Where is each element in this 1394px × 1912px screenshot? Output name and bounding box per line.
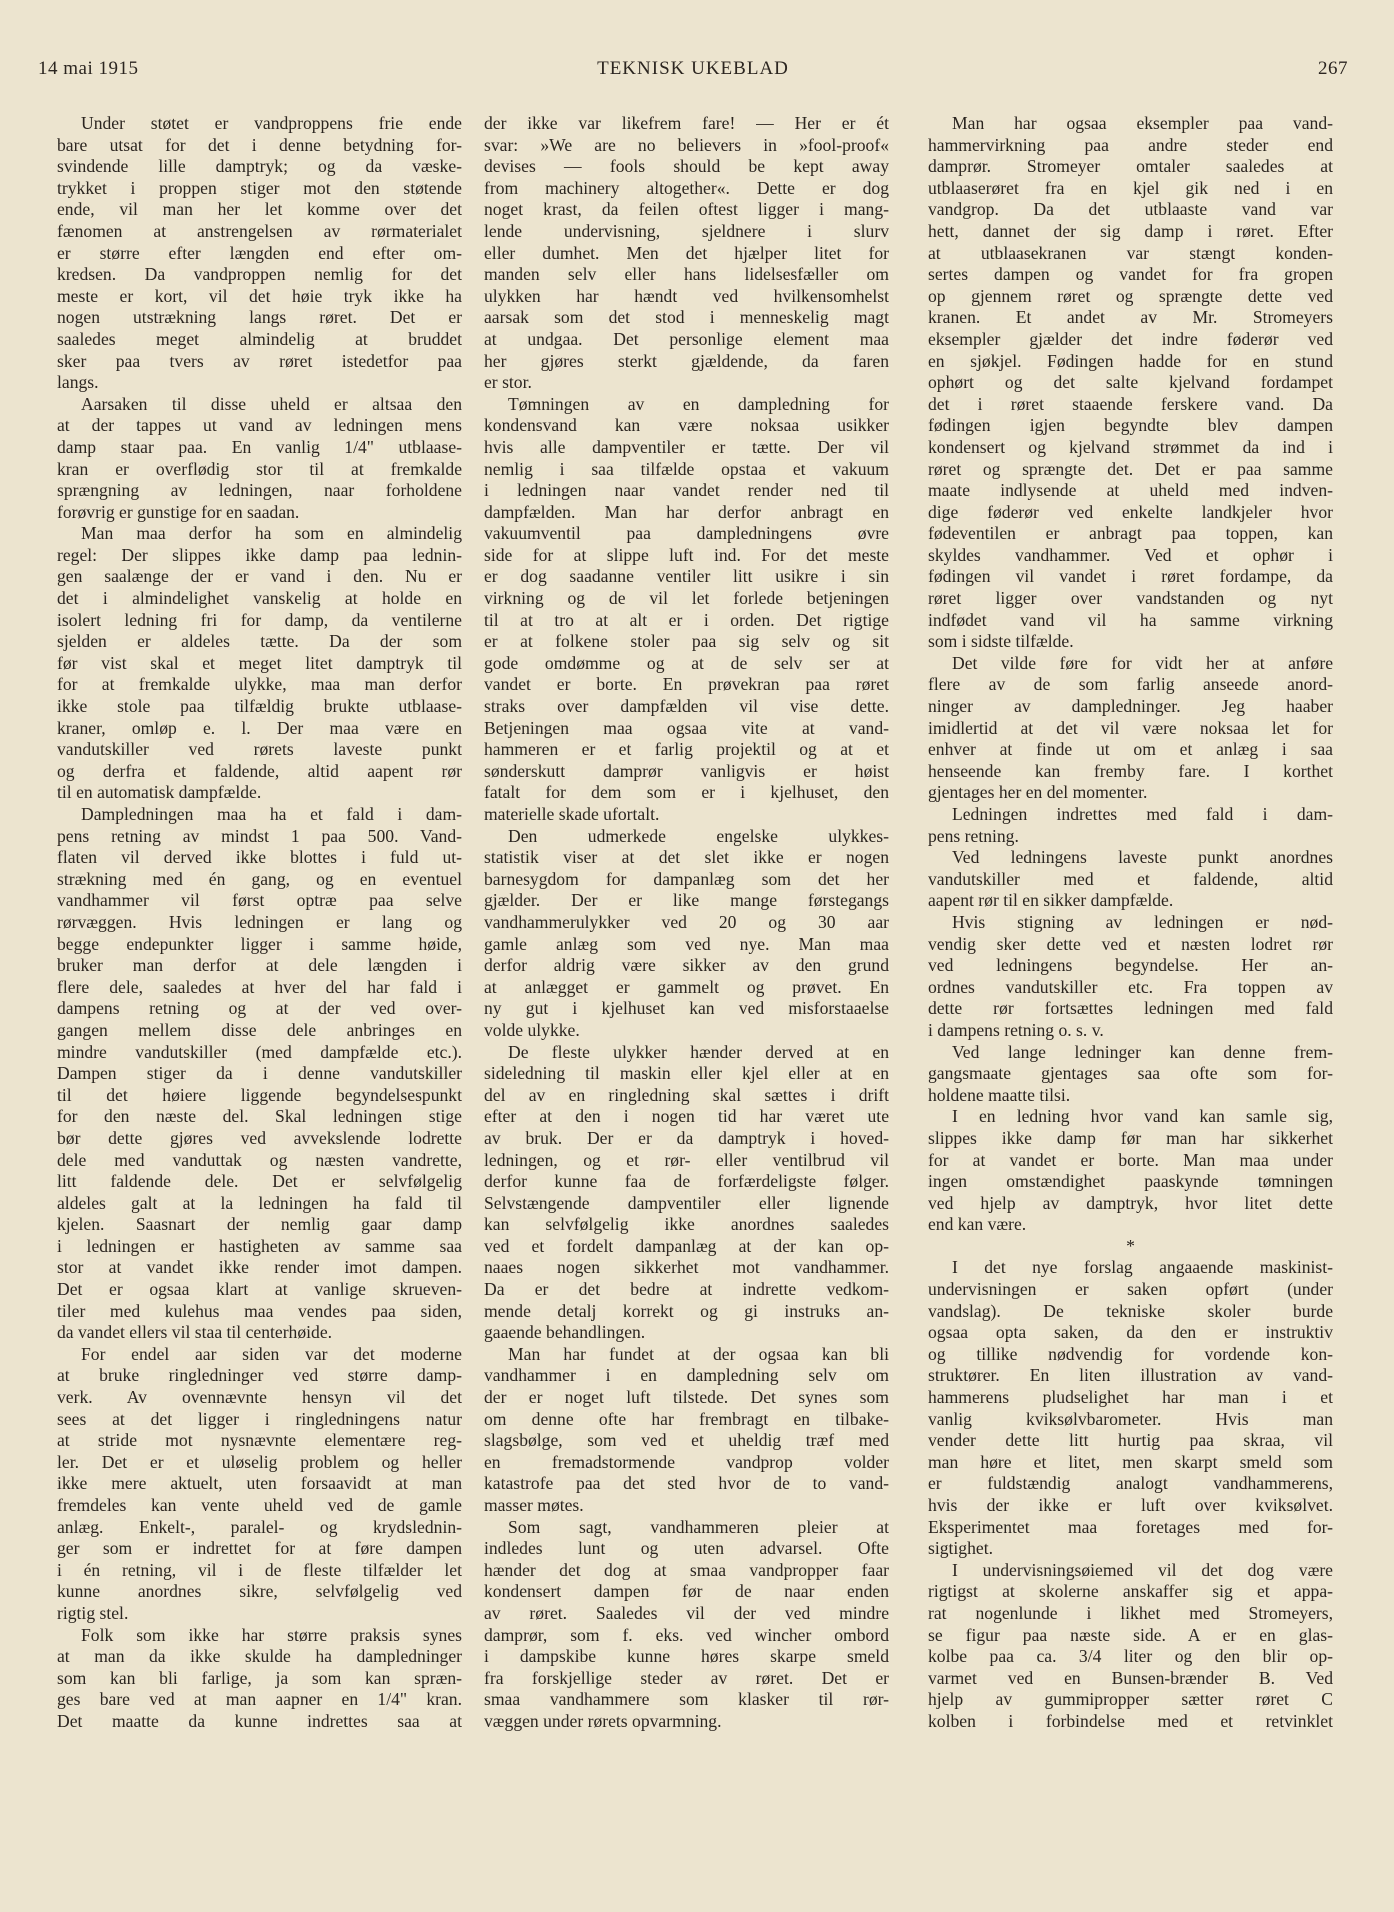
text-line: ler. Det er et uløselig problem og heller	[57, 1451, 462, 1472]
text-line: Under støtet er vandproppens frie ende	[81, 113, 462, 133]
text-line: dampfælden. Man har derfor anbragt en	[484, 501, 889, 522]
running-header	[38, 58, 1348, 84]
text-line: indledes lunt og uten advarsel. Ofte	[484, 1538, 889, 1559]
text-line: kunne anordnes sikre, selvfølgelig ved	[57, 1581, 462, 1602]
text-line: masser møtes.	[484, 1495, 584, 1515]
text-line: noget krast, da feilen oftest ligger i mang-	[484, 199, 889, 220]
text-line: forøvrig er gunstige for en saadan.	[57, 501, 300, 522]
text-line: av røret. Saaledes vil der ved mindre	[484, 1602, 889, 1623]
text-line: svar: »We are no believers in »fool-proof«	[484, 134, 889, 155]
text-column-2	[484, 113, 889, 1733]
text-line: flere dele, saaledes at hver del har fald i	[57, 976, 462, 997]
text-line: from machinery altogether«. Dette er dog	[484, 177, 889, 198]
text-line: gen saalænge der er vand i den. Nu er	[57, 566, 462, 587]
text-line: rigtig stel.	[57, 1602, 129, 1623]
text-line: vender dette litt hurtig paa skraa, vil	[928, 1430, 1333, 1451]
text-line: sideledning til maskin eller kjel eller at en	[484, 1063, 889, 1084]
text-line: sprængning av ledningen, naar forholdene	[57, 480, 462, 501]
text-line: dampens retning og at der ved over-	[57, 998, 462, 1019]
text-line: side for at slippe luft ind. For det meste	[484, 544, 889, 565]
text-line: vakuumventil paa dampledningens øvre	[484, 523, 889, 544]
text-line: I en ledning hvor vand kan samle sig,	[952, 1106, 1333, 1127]
text-line: Man har fundet at der ogsaa kan bli	[508, 1343, 889, 1364]
text-line: bruker man derfor at dele længden i	[57, 955, 462, 976]
text-line: ordnes vandutskiller etc. Fra toppen av	[928, 976, 1333, 997]
text-line: en fremadstormende vandprop volder	[484, 1451, 889, 1472]
text-line: end kan være.	[928, 1214, 1027, 1235]
text-line: ved ledningens begyndelse. Her an-	[928, 955, 1333, 976]
text-line: kan selvfølgelig ikke anordnes saaledes	[484, 1214, 889, 1235]
text-line: damprør. Stromeyer omtaler saaledes at	[928, 156, 1333, 177]
page-number: 267	[1318, 58, 1348, 79]
text-line: vandutskiller med et faldende, altid	[928, 868, 1333, 889]
text-line: undervisningen er saken opført (under	[928, 1279, 1333, 1300]
text-line: op gjennem røret og sprængte dette ved	[928, 285, 1333, 306]
text-line: smaa vandhammere som klasker til rør-	[484, 1689, 889, 1710]
text-line: Dampledningen maa ha et fald i dam-	[81, 804, 462, 824]
issue-date: 14 mai 1915	[38, 58, 139, 79]
text-line: Selvstængende dampventiler eller lignende	[484, 1192, 889, 1213]
text-line: bør dette gjøres ved avvekslende lodrette	[57, 1127, 462, 1148]
text-line: kjelen. Saasnart der nemlig gaar damp	[57, 1214, 462, 1235]
text-line: som i sidste tilfælde.	[928, 631, 1074, 652]
text-line: kran er overflødig stor til at fremkalde	[57, 458, 462, 479]
text-line: sjelden er aldeles tætte. Da der som	[57, 631, 462, 652]
text-line: her gjøres sterkt gjældende, da faren	[484, 350, 889, 371]
text-line: enhver at finde ut om et anlæg i saa	[928, 739, 1333, 760]
text-line: for den næste del. Skal ledningen stige	[57, 1106, 462, 1127]
text-line: aarsak som det stod i menneskelig magt	[484, 307, 889, 328]
text-line: dele med vanduttak og næsten vandrette,	[57, 1149, 462, 1170]
text-line: rigtigst at skolerne anskaffer sig et appa-	[928, 1581, 1333, 1602]
text-line: gangen mellem disse dele anbringes en	[57, 1019, 462, 1040]
text-line: hvis der ikke er luft over kviksølvet.	[928, 1495, 1333, 1515]
text-line: kolben i forbindelse med et retvinklet	[928, 1710, 1333, 1731]
text-line: hvis alle dampventiler er tætte. Der vil	[484, 436, 889, 457]
text-line: statistik viser at det slet ikke er nogen	[484, 847, 889, 868]
text-line: fødeventilen er anbragt paa toppen, kan	[928, 523, 1333, 544]
text-line: straks over dampfælden vil vise dette.	[484, 696, 889, 717]
text-line: Det vilde føre for vidt her at anføre	[952, 652, 1333, 673]
text-line: før vist skal et meget litet damptryk til	[57, 652, 462, 673]
text-line: Man maa derfor ha som en almindelig	[81, 523, 462, 544]
text-line: kondensert dampen før de naar enden	[484, 1581, 889, 1602]
text-line: vandhammerulykker ved 20 og 30 aar	[484, 911, 889, 932]
text-line: ogsaa opta saken, da den er instruktiv	[928, 1322, 1333, 1343]
text-line: det i røret staaende ferskere vand. Da	[928, 393, 1333, 414]
text-line: i ledningen er hastigheten av samme saa	[57, 1235, 462, 1256]
text-line: I undervisningsøiemed vil det dog være	[952, 1559, 1333, 1580]
text-line: ninger av dampledninger. Jeg haaber	[928, 696, 1333, 717]
text-line: i dampskibe kunne høres skarpe smeld	[484, 1646, 889, 1667]
text-line: gjælder. Der er like mange førstegangs	[484, 890, 889, 911]
text-line: hjelp av gummipropper sætter røret C	[928, 1689, 1333, 1710]
text-line: at der tappes ut vand av ledningen mens	[57, 415, 462, 436]
text-line: aapent rør til en sikker dampfælde.	[928, 890, 1174, 911]
text-line: volde ulykke.	[484, 1019, 580, 1040]
text-line: sertes dampen og vandet for fra gropen	[928, 264, 1333, 285]
text-line: ikke mere aktuelt, uten forsaavidt at man	[57, 1473, 462, 1494]
text-line: ikke stole paa tilfældig brukte utblaase-	[57, 696, 462, 717]
text-line: ingen omstændighet paaskynde tømningen	[928, 1171, 1333, 1192]
text-line: sigtighet.	[928, 1538, 993, 1559]
text-line: begge endepunkter ligger i samme høide,	[57, 933, 462, 954]
text-line: Betjeningen maa ogsaa vite at vand-	[484, 717, 889, 738]
text-line: Ledningen indrettes med fald i dam-	[952, 804, 1333, 824]
text-line: skyldes vandhammer. Ved et ophør i	[928, 544, 1333, 565]
text-line: I det nye forslag angaaende maskinist-	[952, 1257, 1333, 1278]
text-line: kranen. Et andet av Mr. Stromeyers	[928, 307, 1333, 328]
text-line: *	[1126, 1235, 1135, 1256]
text-line: nogen utstrækning langs røret. Det er	[57, 307, 462, 328]
text-line: eksempler gjælder det indre føderør ved	[928, 328, 1333, 349]
text-line: aldeles galt at la ledningen ha fald til	[57, 1192, 462, 1213]
text-line: manden selv eller hans lidelsesfæller om	[484, 264, 889, 285]
text-line: at undgaa. Det personlige element maa	[484, 328, 889, 349]
text-line: om denne ofte har frembragt en tilbake-	[484, 1408, 889, 1429]
text-line: gode omdømme og at de selv ser at	[484, 652, 889, 673]
text-line: hammeren er et farlig projektil og at et	[484, 739, 889, 760]
text-line: kondensert og kjelvand strømmet da ind i	[928, 436, 1333, 457]
text-line: flaten vil derved ikke blottes i fuld ut-	[57, 847, 462, 868]
text-line: til at tro at alt er i orden. Det rigtige	[484, 609, 889, 630]
text-line: vandutskiller ved rørets laveste punkt	[57, 739, 462, 760]
text-line: struktører. En liten illustration av vand-	[928, 1365, 1333, 1386]
text-line: ende, vil man her let komme over det	[57, 199, 462, 220]
text-line: for at fremkalde ulykke, maa man derfor	[57, 674, 462, 695]
text-line: se figur paa næste side. A er en glas-	[928, 1624, 1333, 1645]
text-line: lende undervisning, sjeldnere i slurv	[484, 220, 889, 241]
text-line: pens retning.	[928, 825, 1019, 846]
text-line: Den udmerkede engelske ulykkes-	[508, 825, 889, 846]
text-line: sønderskutt damprør vanligvis er høist	[484, 760, 889, 781]
text-line: hammerens pludselighet har man i et	[928, 1387, 1333, 1408]
text-line: Eksperimentet maa foretages med for-	[928, 1516, 1333, 1537]
text-line: er fuldstændig analogt vandhammerens,	[928, 1473, 1333, 1494]
text-line: svindende lille damptryk; og da væske-	[57, 156, 462, 177]
text-line: Ved lange ledninger kan denne frem-	[952, 1041, 1333, 1062]
text-line: derfor kunne faa de forfærdeligste følger.	[484, 1171, 889, 1192]
text-line: trykket i proppen stiger mot den støtende	[57, 177, 462, 198]
text-line: bare utsat for det i denne betydning for-	[57, 134, 462, 155]
text-line: som kan bli farlige, ja som kan spræn-	[57, 1667, 462, 1688]
text-column-1	[57, 113, 462, 1733]
text-line: mindre vandutskiller (med dampfælde etc.).	[57, 1041, 462, 1062]
text-line: sees at det ligger i ringledningens natur	[57, 1408, 462, 1429]
text-line: For endel aar siden var det moderne	[81, 1343, 462, 1364]
text-line: dette rør fortsættes ledningen med fald	[928, 998, 1333, 1019]
text-line: kraner, omløp e. l. Der maa være en	[57, 717, 462, 738]
text-line: damprør, som f. eks. ved wincher ombord	[484, 1624, 889, 1645]
text-line: røret ligger over vandstanden og nyt	[928, 588, 1333, 609]
text-line: at man da ikke skulde ha dampledninger	[57, 1646, 462, 1667]
text-line: vandslag). De tekniske skoler burde	[928, 1300, 1333, 1321]
text-line: fremdeles kan vente uheld ved de gamle	[57, 1495, 462, 1515]
text-line: katastrofe paa det sted hvor de to vand-	[484, 1473, 889, 1494]
text-line: gamle anlæg som ved nye. Man maa	[484, 933, 889, 954]
text-line: hænder det dog at smaa vandpropper faar	[484, 1559, 889, 1580]
text-line: naaes nogen sikkerhet mot vandhammer.	[484, 1257, 889, 1278]
text-line: til en automatisk dampfælde.	[57, 782, 262, 803]
text-line: imidlertid at det vil være noksaa let for	[928, 717, 1333, 738]
text-line: for at vandet er borte. Man maa under	[928, 1149, 1333, 1170]
text-line: av bruk. Der er da damptryk i hoved-	[484, 1127, 889, 1148]
text-line: indfødet vand vil ha samme virkning	[928, 609, 1333, 630]
text-line: ger som er indrettet for at føre dampen	[57, 1538, 462, 1559]
text-line: væggen under rørets opvarmning.	[484, 1710, 722, 1731]
text-line: ved hjelp av damptryk, hvor litet dette	[928, 1192, 1333, 1213]
text-line: vendig sker dette ved et næsten lodret rør	[928, 933, 1333, 954]
text-line: kredsen. Da vandproppen nemlig for det	[57, 264, 462, 285]
text-line: til det høiere liggende begyndelsespunkt	[57, 1084, 462, 1105]
text-line: Ved ledningens laveste punkt anordnes	[952, 847, 1333, 868]
text-line: Man har ogsaa eksempler paa vand-	[952, 113, 1333, 133]
text-line: fra forskjellige steder av røret. Det er	[484, 1667, 889, 1688]
text-line: damp staar paa. En vanlig 1/4" utblaase-	[57, 436, 462, 457]
text-line: del av en ringledning skal sættes i drift	[484, 1084, 889, 1105]
text-line: slagsbølge, som ved et uheldig træf med	[484, 1430, 889, 1451]
text-line: Dampen stiger da i denne vandutskiller	[57, 1063, 462, 1084]
text-line: kondensvand kan være noksaa usikker	[484, 415, 889, 436]
text-line: virkning og de vil let forlede betjeningen	[484, 588, 889, 609]
text-line: efter at den i nogen tid har været ute	[484, 1106, 889, 1127]
text-line: rat nogenlunde i likhet med Stromeyers,	[928, 1602, 1333, 1623]
text-line: i én retning, vil i de fleste tilfælder let	[57, 1559, 462, 1580]
text-line: devises — fools should be kept away	[484, 156, 889, 177]
text-line: nemlig i saa tilfælde opstaa et vakuum	[484, 458, 889, 479]
text-line: er stor.	[484, 372, 532, 393]
text-line: derfor aldrig være sikker av den grund	[484, 955, 889, 976]
text-line: mende detalj korrekt og gi instruks an-	[484, 1300, 889, 1321]
text-line: fænomen at anstrengelsen av rørmaterialet	[57, 220, 462, 241]
text-line: en sjøkjel. Fødingen hadde for en stund	[928, 350, 1333, 371]
text-line: det i almindelighet vanskelig at holde en	[57, 588, 462, 609]
text-line: at bruke ringledninger ved større damp-	[57, 1365, 462, 1386]
text-line: eller dumhet. Men det hjælper litet for	[484, 242, 889, 263]
text-line: dige føderør ved enkelte landkjeler hvor	[928, 501, 1333, 522]
text-line: ulykken har hændt ved hvilkensomhelst	[484, 285, 889, 306]
text-line: røret og sprængte det. Det er paa samme	[928, 458, 1333, 479]
text-line: isolert ledning fri for damp, da ventilerne	[57, 609, 462, 630]
text-line: Da er det bedre at indrette vedkom-	[484, 1279, 889, 1300]
text-line: gjentages her en del momenter.	[928, 782, 1148, 803]
text-line: da vandet ellers vil staa til centerhøide.	[57, 1322, 333, 1343]
text-line: at utblaasekranen var stængt konden-	[928, 242, 1333, 263]
text-line: Det er ogsaa klart at vanlige skrueven-	[57, 1279, 462, 1300]
text-line: at stride mot nysnævnte elementære reg-	[57, 1430, 462, 1451]
text-line: gangsmaate gjentages saa ofte som for-	[928, 1063, 1333, 1084]
text-line: vandhammer i en dampledning selv om	[484, 1365, 889, 1386]
text-line: kolbe paa ca. 3/4 liter og den blir op-	[928, 1646, 1333, 1667]
text-line: Som sagt, vandhammeren pleier at	[508, 1516, 889, 1537]
text-line: fødingen igjen begyndte blev dampen	[928, 415, 1333, 436]
text-line: gaaende behandlingen.	[484, 1322, 646, 1343]
text-line: saaledes meget almindelig at bruddet	[57, 328, 462, 349]
text-line: er at folkene stoler paa sig selv og sit	[484, 631, 889, 652]
text-line: der ikke var likefrem fare! — Her er ét	[484, 113, 889, 133]
text-line: vandgrop. Da det utblaaste vand var	[928, 199, 1333, 220]
text-line: fatalt for dem som er i kjelhuset, den	[484, 782, 889, 803]
text-line: sker paa tvers av røret istedetfor paa	[57, 350, 462, 371]
text-line: i ledningen naar vandet render ned til	[484, 480, 889, 501]
text-line: at anlægget er gammelt og prøvet. En	[484, 976, 889, 997]
text-line: man høre et litet, men skarpt smeld som	[928, 1451, 1333, 1472]
text-line: hammervirkning paa andre steder end	[928, 134, 1333, 155]
text-line: utblaaserøret fra en kjel gik ned i en	[928, 177, 1333, 198]
text-line: varmet ved en Bunsen-brænder B. Ved	[928, 1667, 1333, 1688]
text-line: litt faldende dele. Det er selvfølgelig	[57, 1171, 462, 1192]
text-line: henseende kan fremby fare. I korthet	[928, 760, 1333, 781]
text-line: strækning med én gang, og en eventuel	[57, 868, 462, 889]
text-line: Aarsaken til disse uheld er altsaa den	[81, 393, 462, 414]
text-line: hett, dannet der sig damp i røret. Efter	[928, 220, 1333, 241]
text-line: stor at vandet ikke render imot dampen.	[57, 1257, 462, 1278]
text-column-3	[928, 113, 1333, 1733]
text-line: er større efter længden end efter om-	[57, 242, 462, 263]
text-line: vandet er borte. En prøvekran paa røret	[484, 674, 889, 695]
text-line: ophørt og det salte kjelvand fordampet	[928, 372, 1333, 393]
text-line: og derfra et faldende, altid aapent rør	[57, 760, 462, 781]
text-line: Hvis stigning av ledningen er nød-	[952, 911, 1333, 932]
text-line: ges bare ved at man aapner en 1/4" kran.	[57, 1689, 462, 1710]
text-line: maate indlysende at uheld med indven-	[928, 480, 1333, 501]
text-line: materielle skade ufortalt.	[484, 804, 660, 824]
text-line: ny gut i kjelhuset kan ved misforstaaelse	[484, 998, 889, 1019]
text-line: slippes ikke damp før man har sikkerhet	[928, 1127, 1333, 1148]
text-line: regel: Der slippes ikke damp paa lednin-	[57, 544, 462, 565]
text-line: anlæg. Enkelt-, paralel- og krydslednin-	[57, 1516, 462, 1537]
text-line: ledningen, og et rør- eller ventilbrud vil	[484, 1149, 889, 1170]
text-line: rørvæggen. Hvis ledningen er lang og	[57, 911, 462, 932]
text-line: ved et fordelt dampanlæg at der kan op-	[484, 1235, 889, 1256]
text-line: Folk som ikke har større praksis synes	[81, 1624, 462, 1645]
text-line: der er noget luft tilstede. Det synes som	[484, 1387, 889, 1408]
text-line: tiler med kulehus maa vendes paa siden,	[57, 1300, 462, 1321]
text-line: pens retning av mindst 1 paa 500. Vand-	[57, 825, 462, 846]
text-line: i dampens retning o. s. v.	[928, 1019, 1104, 1040]
text-line: De fleste ulykker hænder derved at en	[508, 1041, 889, 1062]
text-line: Det maatte da kunne indrettes saa at	[57, 1710, 462, 1731]
text-line: flere av de som farlig anseede anord-	[928, 674, 1333, 695]
journal-title: TEKNISK UKEBLAD	[597, 58, 789, 79]
text-line: meste er kort, vil det høie tryk ikke ha	[57, 285, 462, 306]
text-line: vanlig kviksølvbarometer. Hvis man	[928, 1408, 1333, 1429]
text-line: barnesygdom for dampanlæg som det her	[484, 868, 889, 889]
text-line: Tømningen av en dampledning for	[508, 393, 889, 414]
text-line: fødingen vil vandet i røret fordampe, da	[928, 566, 1333, 587]
text-line: vandhammer vil først optræ paa selve	[57, 890, 462, 911]
text-line: og tillike nødvendig for vordende kon-	[928, 1343, 1333, 1364]
text-line: er dog saadanne ventiler litt usikre i sin	[484, 566, 889, 587]
text-line: langs.	[57, 372, 99, 393]
text-line: verk. Av ovennævnte hensyn vil det	[57, 1387, 462, 1408]
text-line: holdene maatte tilsi.	[928, 1084, 1071, 1105]
